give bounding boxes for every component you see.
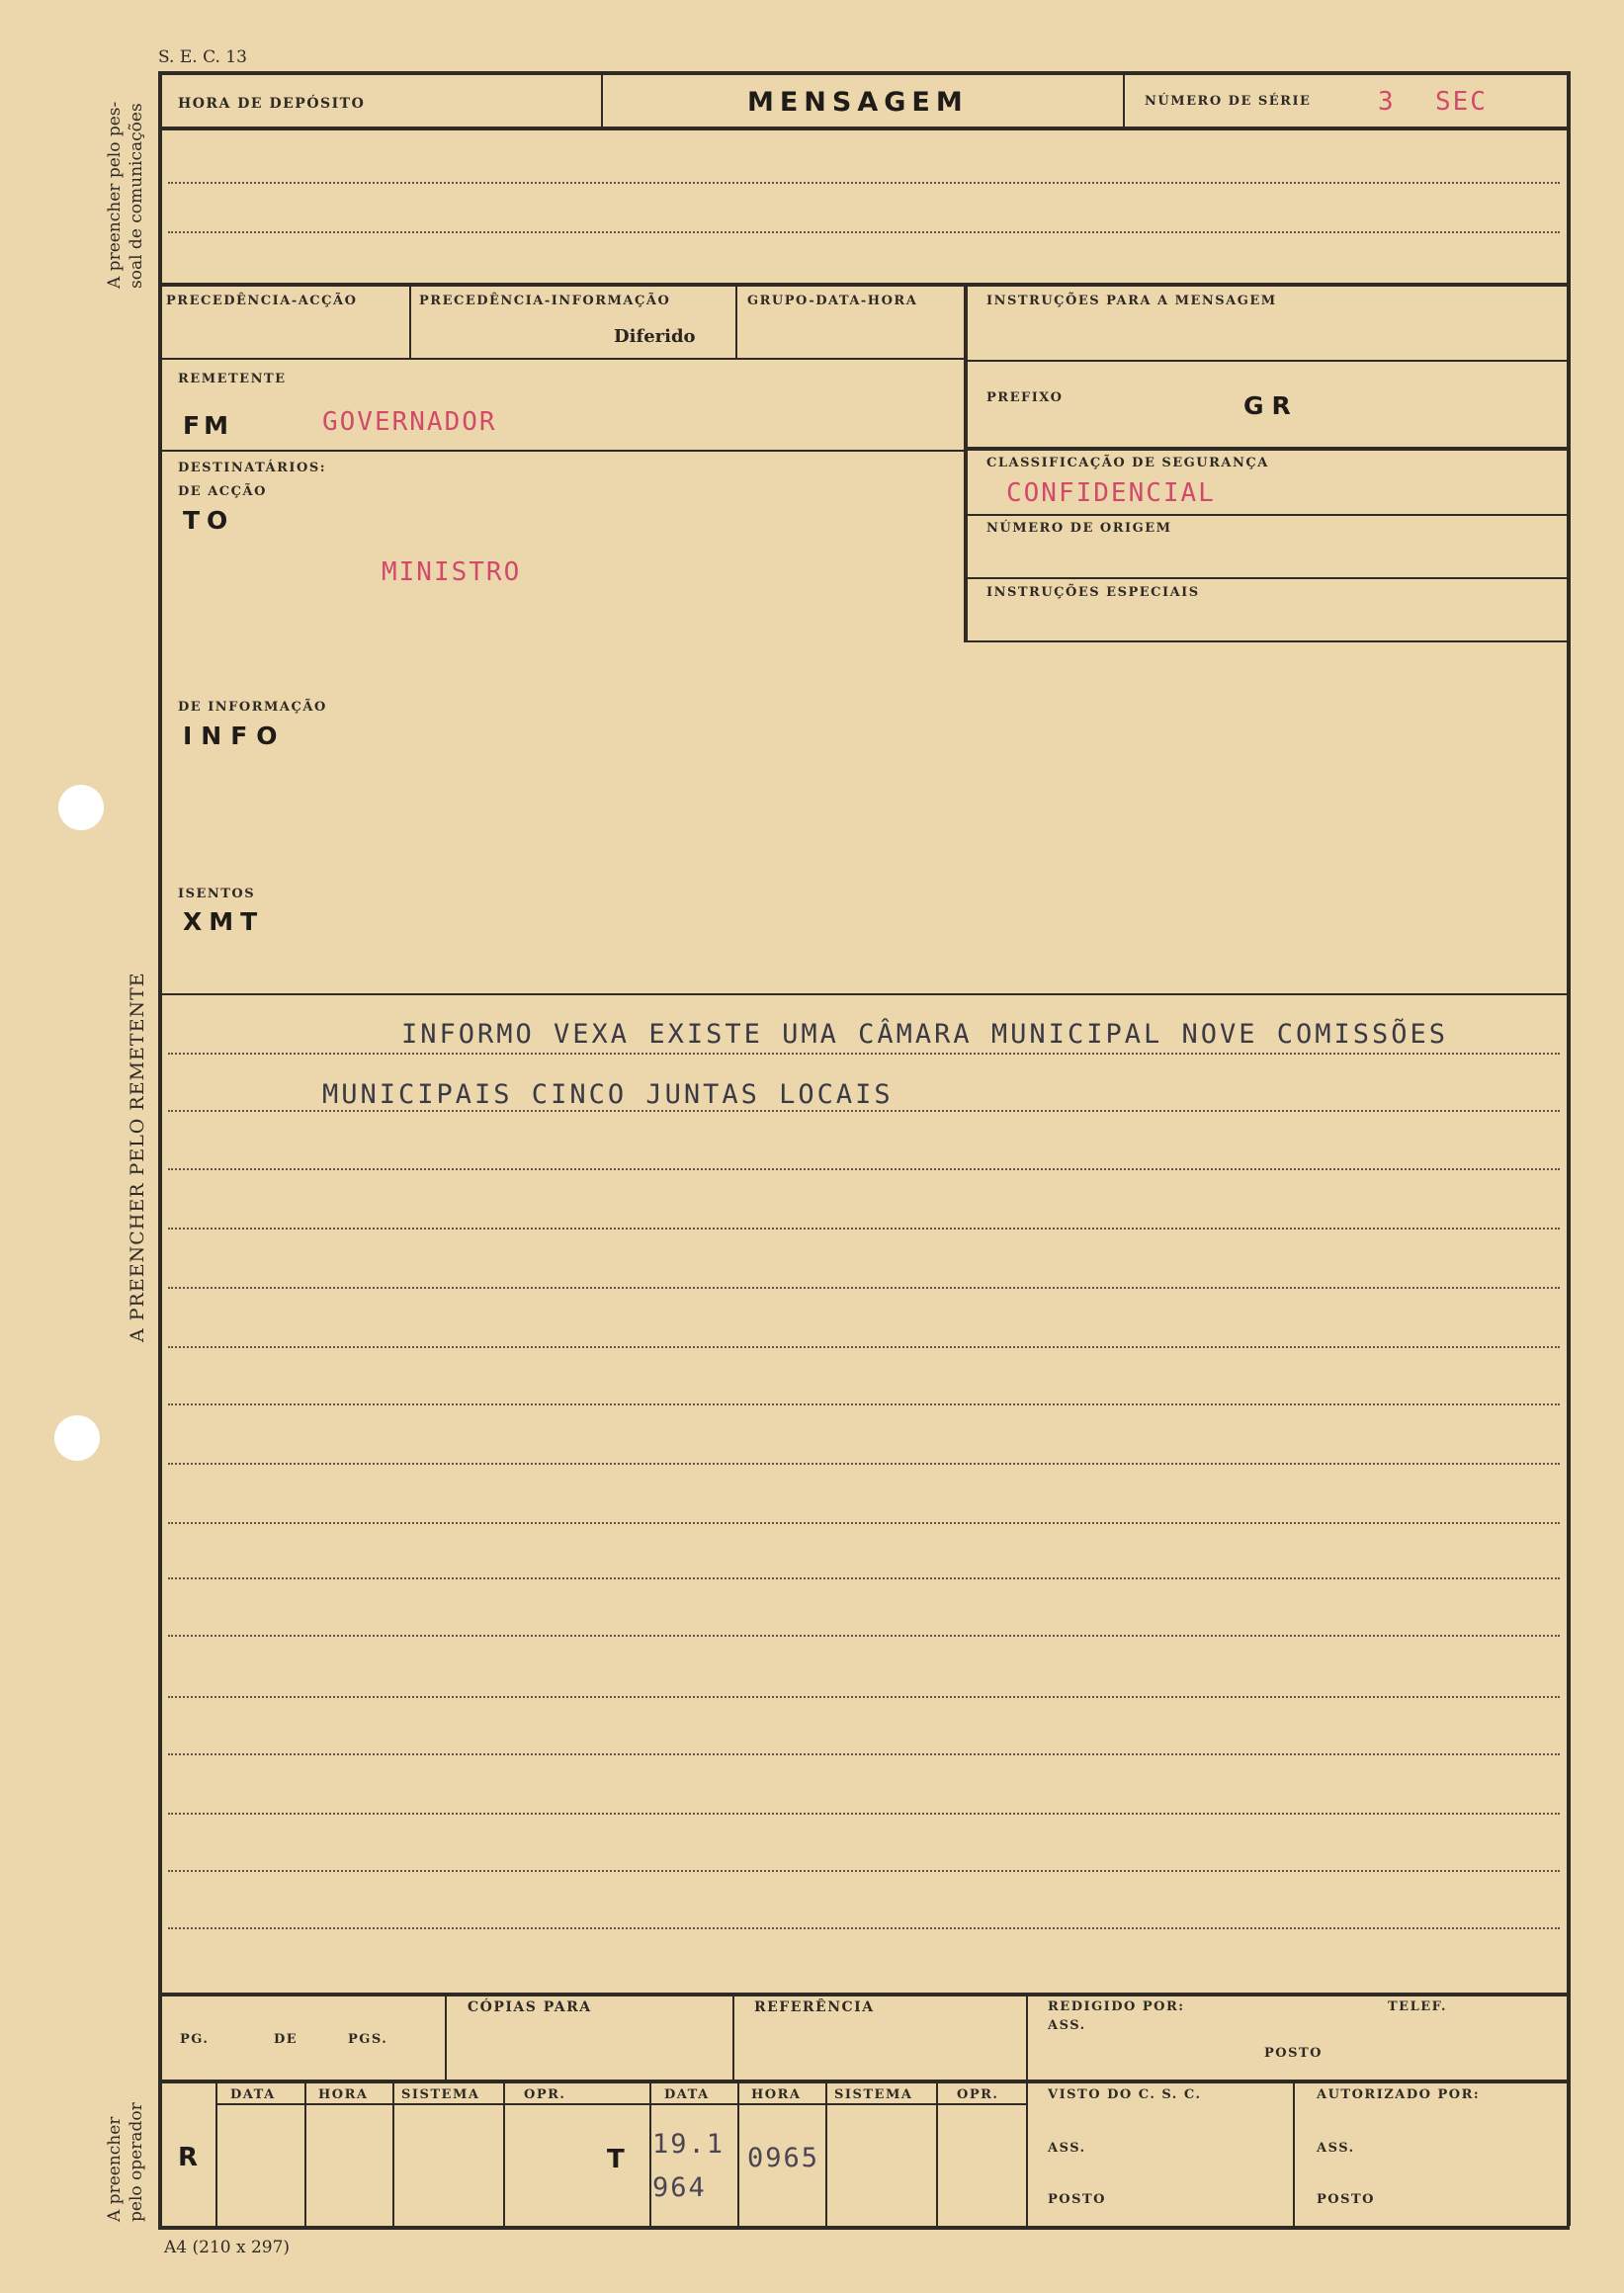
punch-hole-bottom bbox=[54, 1415, 100, 1461]
side-note-remetente: A PREENCHER PELO REMETENTE bbox=[127, 972, 148, 1342]
recipients-action-prefix: TO bbox=[183, 506, 235, 535]
prefix-value: GR bbox=[1243, 391, 1299, 420]
sender-prefix: FM bbox=[183, 411, 232, 440]
comms-line-1 bbox=[168, 182, 1560, 184]
footer-bottom bbox=[158, 2080, 1570, 2083]
prec-divider-2 bbox=[735, 285, 737, 358]
prec-bottom bbox=[158, 358, 966, 360]
side-note-bottom-1: A preencher bbox=[105, 2116, 125, 2222]
origin-number-label: NÚMERO DE ORIGEM bbox=[986, 521, 1172, 536]
op-header-line bbox=[215, 2103, 1026, 2105]
drafted-label: REDIGIDO POR: bbox=[1048, 1999, 1185, 2014]
text-line-10 bbox=[168, 1577, 1560, 1579]
serial-suffix: SEC bbox=[1435, 87, 1488, 117]
special-bottom bbox=[966, 640, 1567, 642]
auth-ass-label: ASS. bbox=[1317, 2141, 1355, 2156]
exempt-prefix: XMT bbox=[183, 907, 265, 936]
text-line-6 bbox=[168, 1346, 1560, 1348]
security-bottom bbox=[966, 514, 1567, 516]
text-line-11 bbox=[168, 1635, 1560, 1637]
text-line-12 bbox=[168, 1696, 1560, 1698]
recipients-label: DESTINATÁRIOS: bbox=[178, 461, 327, 475]
r-hora-label: HORA bbox=[318, 2087, 369, 2102]
t-label: T bbox=[607, 2145, 625, 2174]
r-opr-label: OPR. bbox=[524, 2087, 566, 2102]
header-bottom bbox=[158, 127, 1570, 130]
copies-label: CÓPIAS PARA bbox=[468, 1999, 592, 2015]
special-instructions-label: INSTRUÇÕES ESPECIAIS bbox=[986, 585, 1200, 600]
comms-bottom bbox=[158, 283, 1570, 287]
frame-bottom bbox=[158, 2226, 1570, 2230]
pg-label: PG. bbox=[180, 2032, 210, 2047]
instr-bottom bbox=[966, 360, 1567, 362]
text-line-7 bbox=[168, 1403, 1560, 1405]
sender-label: REMETENTE bbox=[178, 372, 287, 386]
text-line-4 bbox=[168, 1228, 1560, 1230]
recipients-bottom bbox=[158, 993, 1570, 995]
msg-instructions-label: INSTRUÇÕES PARA A MENSAGEM bbox=[986, 294, 1277, 308]
footer-divider-2 bbox=[732, 1995, 734, 2080]
sender-value: GOVERNADOR bbox=[322, 407, 497, 437]
prefix-label: PREFIXO bbox=[986, 390, 1064, 405]
text-line-5 bbox=[168, 1287, 1560, 1289]
text-line-13 bbox=[168, 1753, 1560, 1755]
security-value: CONFIDENCIAL bbox=[1006, 478, 1216, 508]
text-line-9 bbox=[168, 1522, 1560, 1524]
frame-left bbox=[158, 71, 162, 2226]
prec-info-value: Diferido bbox=[614, 326, 696, 347]
serial-value: 3 bbox=[1378, 87, 1396, 117]
comms-line-2 bbox=[168, 231, 1560, 233]
message-line-1: INFORMO VEXA EXISTE UMA CÂMARA MUNICIPAL NOVE COMISSÕES bbox=[401, 1019, 1449, 1050]
drafted-ass-label: ASS. bbox=[1048, 2018, 1086, 2033]
prec-divider-3 bbox=[964, 285, 968, 366]
t-date-line-1: 19.1 bbox=[652, 2129, 726, 2160]
dtg-label: GRUPO-DATA-HORA bbox=[747, 294, 918, 308]
origin-bottom bbox=[966, 577, 1567, 579]
phone-label: TELEF. bbox=[1388, 1999, 1448, 2014]
authorized-label: AUTORIZADO POR: bbox=[1317, 2087, 1481, 2102]
frame-right bbox=[1567, 71, 1571, 2226]
text-line-2 bbox=[168, 1110, 1560, 1112]
pgs-label: PGS. bbox=[348, 2032, 388, 2047]
csc-post-label: POSTO bbox=[1048, 2192, 1106, 2207]
recipients-action-value: MINISTRO bbox=[382, 557, 522, 587]
footer-top bbox=[158, 1993, 1570, 1996]
header-divider-2 bbox=[1123, 73, 1125, 128]
t-opr-label: OPR. bbox=[957, 2087, 999, 2102]
text-line-15 bbox=[168, 1870, 1560, 1872]
paper-size: A4 (210 x 297) bbox=[164, 2238, 291, 2257]
prec-divider-1 bbox=[409, 285, 411, 358]
op-col-9 bbox=[1293, 2081, 1295, 2226]
punch-hole-top bbox=[58, 785, 104, 830]
right-col-divider bbox=[964, 360, 968, 642]
prec-action-label: PRECEDÊNCIA-ACÇÃO bbox=[166, 294, 358, 308]
recipients-info-prefix: INFO bbox=[183, 722, 287, 750]
exempt-label: ISENTOS bbox=[178, 887, 256, 901]
drafted-post-label: POSTO bbox=[1264, 2046, 1323, 2061]
text-line-8 bbox=[168, 1463, 1560, 1465]
csc-ass-label: ASS. bbox=[1048, 2141, 1086, 2156]
r-data-label: DATA bbox=[230, 2087, 276, 2102]
csc-label: VISTO DO C. S. C. bbox=[1048, 2087, 1202, 2102]
sender-bottom bbox=[158, 450, 966, 452]
auth-post-label: POSTO bbox=[1317, 2192, 1375, 2207]
serial-label: NÚMERO DE SÉRIE bbox=[1145, 94, 1312, 109]
recipients-action-label: DE ACÇÃO bbox=[178, 484, 267, 499]
header-divider-1 bbox=[601, 73, 603, 128]
t-data-label: DATA bbox=[664, 2087, 710, 2102]
text-line-3 bbox=[168, 1168, 1560, 1170]
r-label: R bbox=[178, 2143, 199, 2172]
prec-info-label: PRECEDÊNCIA-INFORMAÇÃO bbox=[419, 294, 671, 308]
security-label: CLASSIFICAÇÃO DE SEGURANÇA bbox=[986, 456, 1269, 470]
reference-label: REFERÊNCIA bbox=[754, 1999, 875, 2015]
r-sistema-label: SISTEMA bbox=[401, 2087, 480, 2102]
t-hora-label: HORA bbox=[751, 2087, 802, 2102]
deposit-time-label: HORA DE DEPÓSITO bbox=[178, 96, 366, 112]
form-code: S. E. C. 13 bbox=[158, 47, 247, 67]
text-line-14 bbox=[168, 1813, 1560, 1815]
t-sistema-label: SISTEMA bbox=[834, 2087, 913, 2102]
side-note-bottom-2: pelo operador bbox=[127, 2102, 146, 2222]
de-label: DE bbox=[274, 2032, 299, 2047]
t-date-line-2: 964 bbox=[652, 2172, 707, 2203]
side-note-top-2: soal de comunicações bbox=[127, 103, 146, 289]
text-line-1 bbox=[168, 1053, 1560, 1055]
message-title: MENSAGEM bbox=[747, 87, 969, 118]
footer-divider-1 bbox=[445, 1995, 447, 2080]
footer-divider-3 bbox=[1026, 1995, 1028, 2226]
recipients-info-label: DE INFORMAÇÃO bbox=[178, 700, 327, 715]
prefix-bottom bbox=[966, 447, 1567, 451]
side-note-top-1: A preencher pelo pes- bbox=[105, 101, 125, 289]
t-time: 0965 bbox=[747, 2143, 820, 2173]
message-line-2: MUNICIPAIS CINCO JUNTAS LOCAIS bbox=[322, 1079, 894, 1110]
frame-top bbox=[158, 71, 1570, 75]
text-line-16 bbox=[168, 1927, 1560, 1929]
